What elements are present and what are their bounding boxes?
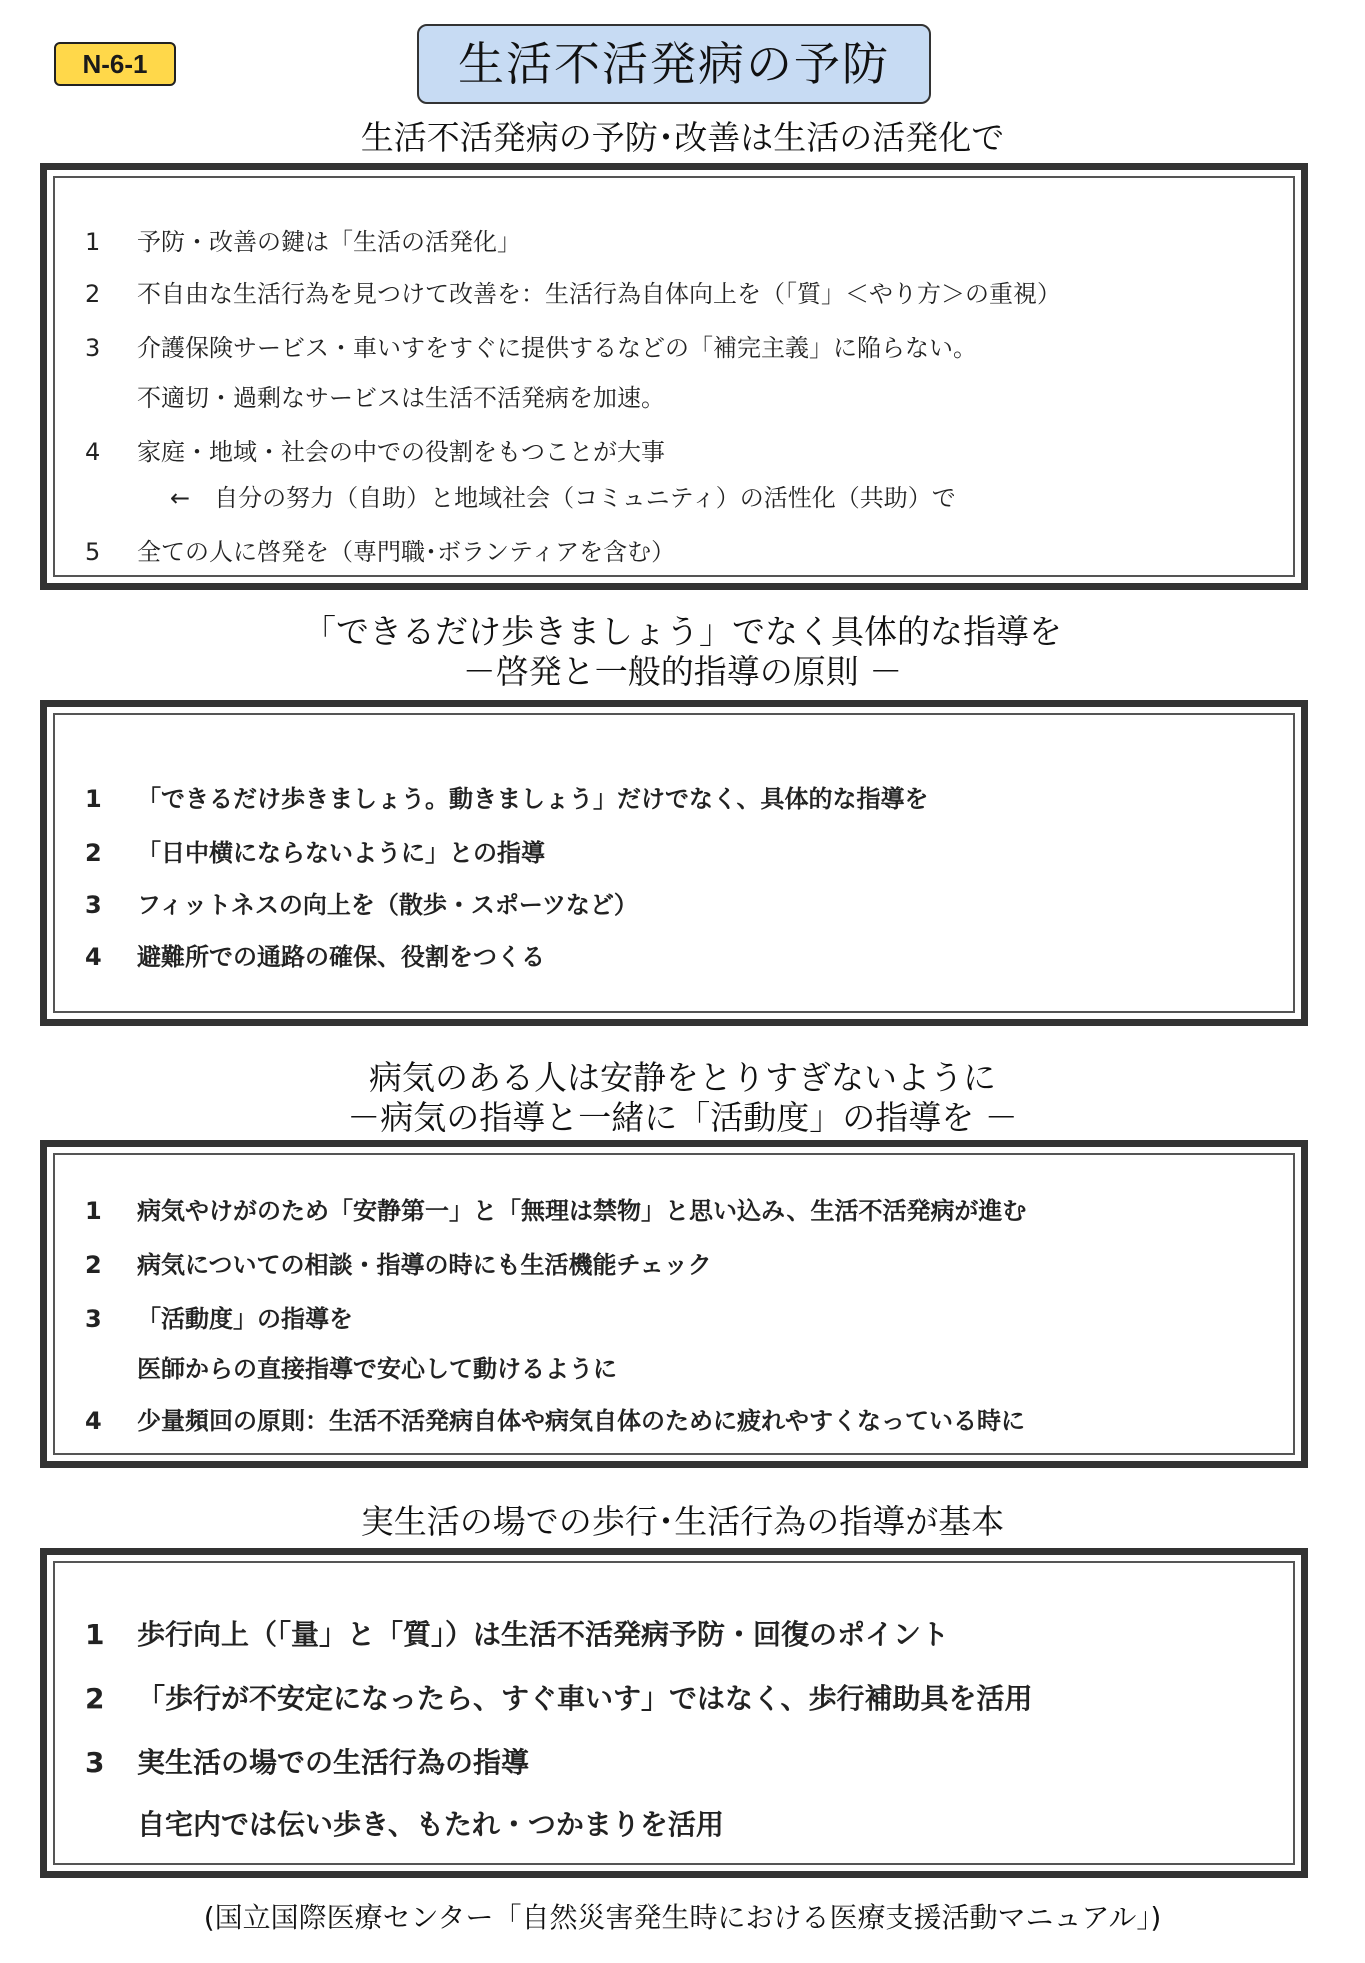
item-text: 実生活の場での生活行為の指導 [137, 1746, 530, 1779]
section-4-item-continuation [55, 1805, 1293, 1845]
item-text: 全ての人に啓発を（専門職･ボランティアを含む） [137, 538, 676, 566]
item-text: 「活動度」の指導を [137, 1305, 353, 1333]
section-2-heading [0, 612, 1365, 692]
section-3-heading [0, 1058, 1365, 1138]
section-3-item [55, 1245, 1293, 1285]
item-number: 3 [85, 1746, 105, 1779]
item-number: 3 [85, 891, 102, 919]
section-1-item [55, 532, 1293, 572]
section-3-box-inner [53, 1153, 1295, 1455]
item-text: 家庭・地域・社会の中での役割をもつことが大事 [137, 438, 665, 466]
section-1-item [55, 222, 1293, 262]
section-1-item-continuation [55, 378, 1293, 418]
section-2-item [55, 937, 1293, 977]
item-number: 1 [85, 1618, 105, 1651]
section-3-heading-subline: －病気の指導と一緒に「活動度」の指導を － [347, 1098, 1018, 1137]
page-tag: N-6-1 [54, 42, 176, 86]
section-4-item [55, 1743, 1293, 1783]
section-1-heading-line: 生活不活発病の予防･改善は生活の活発化で [360, 118, 1005, 157]
item-number: 1 [85, 228, 101, 256]
item-number: 3 [85, 1305, 102, 1333]
item-number: 4 [85, 438, 101, 466]
section-2-box [40, 700, 1308, 1026]
section-3-heading-line: 病気のある人は安静をとりすぎないように [369, 1058, 996, 1097]
item-text: 「歩行が不安定になったら、すぐ車いす」ではなく、歩行補助具を活用 [137, 1682, 1033, 1715]
section-1-item-continuation [55, 478, 1293, 518]
item-text: ← 自分の努力（自助）と地域社会（コミュニティ）の活性化（共助）で [170, 484, 956, 512]
item-text: 少量頻回の原則：生活不活発病自体や病気自体のために疲れやすくなっている時に [137, 1407, 1025, 1435]
section-3-item [55, 1299, 1293, 1339]
section-4-box-inner [53, 1561, 1295, 1865]
item-text: 介護保険サービス・車いすをすぐに提供するなどの「補完主義」に陥らない。 [137, 334, 977, 362]
section-1-heading [0, 118, 1365, 158]
item-number: 2 [85, 839, 102, 867]
section-1-item [55, 432, 1293, 472]
item-number: 3 [85, 334, 101, 362]
section-3-item [55, 1401, 1293, 1441]
section-4-item [55, 1615, 1293, 1655]
section-3-item-continuation [55, 1349, 1293, 1389]
section-2-heading-subline: －啓発と一般的指導の原則 － [462, 652, 903, 691]
item-number: 2 [85, 280, 101, 308]
item-number: 2 [85, 1682, 105, 1715]
section-1-box-inner [53, 176, 1295, 577]
item-text: 「日中横にならないように」との指導 [137, 839, 545, 867]
main-title: 生活不活発病の予防 [417, 24, 931, 104]
item-text: フィットネスの向上を（散歩・スポーツなど） [137, 891, 638, 919]
item-text: 歩行向上（「量」と「質」）は生活不活発病予防・回復のポイント [137, 1618, 950, 1651]
item-number: 1 [85, 785, 102, 813]
section-2-item [55, 833, 1293, 873]
item-number: 1 [85, 1197, 102, 1225]
section-2-heading-line: 「できるだけ歩きましょう」でなく具体的な指導を [303, 612, 1062, 651]
item-number: 4 [85, 1407, 102, 1435]
section-1-item [55, 274, 1293, 314]
item-number: 2 [85, 1251, 102, 1279]
section-3-item [55, 1191, 1293, 1231]
section-1-box [40, 163, 1308, 590]
item-text: 「できるだけ歩きましょう。動きましょう」だけでなく、具体的な指導を [137, 785, 929, 813]
section-3-box [40, 1140, 1308, 1468]
item-text: 自宅内では伝い歩き、もたれ・つかまりを活用 [137, 1808, 724, 1841]
section-1-item [55, 328, 1293, 368]
section-4-box [40, 1548, 1308, 1878]
item-text: 病気やけがのため「安静第一」と「無理は禁物」と思い込み、生活不活発病が進む [137, 1197, 1027, 1225]
section-4-item [55, 1679, 1293, 1719]
section-2-item [55, 779, 1293, 819]
section-4-heading-line: 実生活の場での歩行･生活行為の指導が基本 [360, 1502, 1005, 1541]
section-2-box-inner [53, 713, 1295, 1013]
source-citation: (国立国際医療センター「自然災害発生時における医療支援活動マニュアル」) [203, 1901, 1162, 1934]
section-2-item [55, 885, 1293, 925]
item-text: 避難所での通路の確保、役割をつくる [137, 943, 545, 971]
section-4-heading [0, 1502, 1365, 1542]
item-text: 病気についての相談・指導の時にも生活機能チェック [137, 1251, 712, 1279]
item-text: 不自由な生活行為を見つけて改善を：生活行為自体向上を（「質」＜やり方＞の重視） [137, 280, 1061, 308]
item-text: 不適切・過剰なサービスは生活不活発病を加速。 [137, 384, 665, 412]
item-text: 予防・改善の鍵は「生活の活発化」 [137, 228, 521, 256]
item-text: 医師からの直接指導で安心して動けるように [137, 1355, 617, 1383]
item-number: 5 [85, 538, 101, 566]
item-number: 4 [85, 943, 102, 971]
